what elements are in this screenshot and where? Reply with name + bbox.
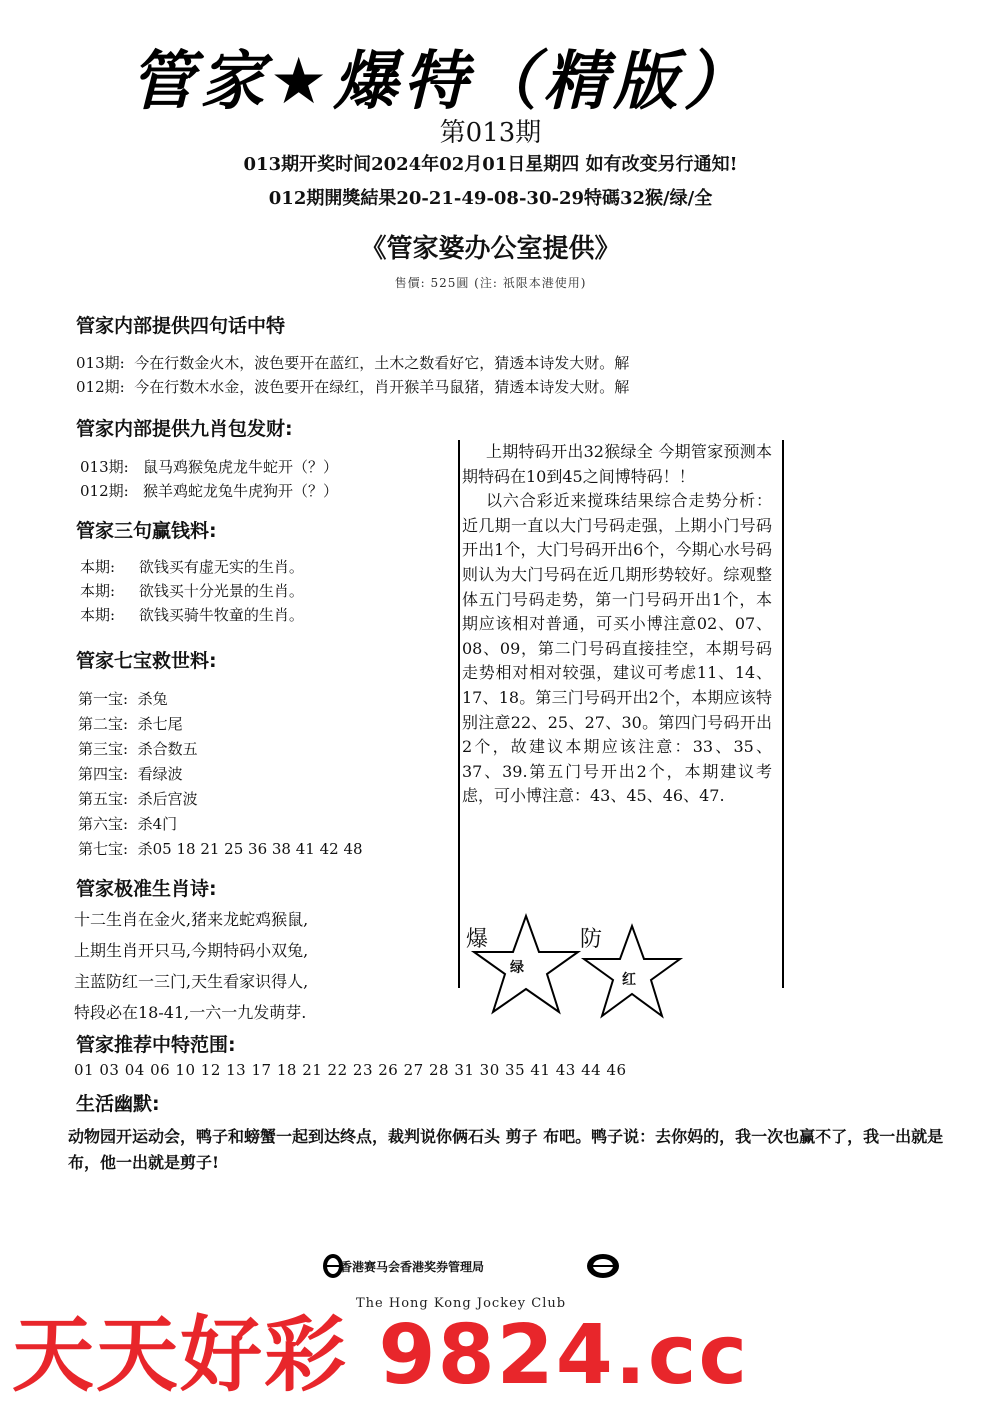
row-label: 第三宝: [78,740,129,758]
list-item [80,580,304,601]
section-heading-humor: 生活幽默: [76,1093,160,1115]
row-text: 杀4门 [137,815,178,833]
section-heading-seven-treasures: 管家七宝救世料: [76,650,217,672]
list-item [78,838,363,859]
section-heading-nine-zodiac: 管家内部提供九肖包发财: [76,418,293,440]
row-label: 012期: [80,482,129,500]
section-heading-four-lines: 管家内部提供四句话中特 [76,315,286,337]
poem-line: 主蓝防红一三门,天生看家识得人, [74,972,309,991]
list-item [78,788,198,809]
row-label: 第六宝: [78,815,129,833]
row-label: 013期: [80,458,129,476]
jockey-club-name-cn: 香港赛马会香港奖券管理局 [340,1260,485,1274]
row-text: 欲钱买有虚无实的生肖。 [138,558,304,576]
row-label: 第二宝: [78,715,129,733]
section-heading-three-lines: 管家三句赢钱料: [76,520,217,542]
provider: 《管家婆办公室提供》 [360,234,621,264]
row-label: 第一宝: [78,690,129,708]
poem-line: 上期生肖开只马,今期特码小双兔, [74,941,309,960]
page-title: 管家★爆特（精版） [130,45,754,119]
list-item [78,813,177,834]
row-label: 012期: [76,378,125,396]
row-text: 今在行数木水金，波色要开在绿红，肖开猴羊马鼠猪，猜透本诗发大财。解 [134,378,630,396]
prediction-paragraph: 上期特码开出32猴绿全 今期管家预测本期特码在10到45之间博特码！！ [462,442,772,486]
star-red-text: 红 [622,972,636,988]
row-label: 本期: [80,558,116,576]
prediction-paragraph: 以六合彩近来搅珠结果综合走势分析：近几期一直以大门号码走强，上期小门号码开出1个，大门号码开出6个，今期心水号码则认为大门号码在近几期形势较好。综观整体五门号码走势，第一门号码开出1个，本期应该相对普通，可买小博注意02、07、08、09，第二门号码直接挂空，本期号码走势相对相对较强，建议可考虑11、14、17、18。第三门号码开出2个，本期应该特别注意22、25、27、30。第四门号码开出2个，故建议本期应该注意：33、35、37、39.第五门号开出2个，本期建议考虑，可小博注意：43、45、46、47. [462,491,772,806]
star-label-guard: 防 [580,927,603,952]
list-item [76,352,629,373]
number-range: 01 03 04 06 10 12 13 17 18 21 22 23 26 27 28 31 30 35 41 43 44 46 [74,1061,627,1079]
section-heading-number-range: 管家推荐中特范围: [76,1034,236,1056]
row-text: 杀后宫波 [137,790,198,808]
jockey-club-logo-icon [586,1252,620,1280]
list-item [80,604,304,625]
humor-text: 动物园开运动会，鸭子和螃蟹一起到达终点，裁判说你俩石头 剪子 布吧。鸭子说：去你妈的，我一次也赢不了，我一出就是布，他一出就是剪子! [68,1127,944,1172]
brand-watermark: 天天好彩 9824.cc [12,1308,750,1403]
star-green-icon [470,912,582,1018]
star-label-boom: 爆 [466,927,489,952]
star-green-text: 绿 [510,960,524,976]
section-heading-zodiac-poem: 管家极准生肖诗: [76,878,217,900]
list-item [80,556,304,577]
row-label: 013期: [76,354,125,372]
last-result: 012期開獎結果20-21-49-08-30-29特碼32猴/绿/全 [268,188,713,209]
jockey-club-name-en: The Hong Kong Jockey Club [356,1296,567,1311]
poem-line: 特段必在18-41,一六一九发萌芽. [74,1003,307,1022]
draw-time: 013期开奖时间2024年02月01日星期四 如有改变另行通知! [243,154,738,175]
row-text: 杀七尾 [137,715,183,733]
list-item [78,688,168,709]
issue-number: 第013期 [439,118,542,148]
list-item [78,763,183,784]
row-text: 杀05 18 21 25 36 38 41 42 48 [137,840,363,858]
row-text: 鼠马鸡猴兔虎龙牛蛇开（？） [143,458,339,476]
poem-line: 十二生肖在金火,猪来龙蛇鸡猴鼠, [74,910,309,929]
list-item [76,376,629,397]
list-item [80,480,338,501]
row-text: 欲钱买十分光景的生肖。 [138,582,304,600]
price-note: 售價: 525圓 (注: 祇限本港使用) [394,276,587,290]
list-item [80,456,338,477]
row-label: 本期: [80,606,116,624]
row-text: 今在行数金火木，波色要开在蓝红，土木之数看好它，猜透本诗发大财。解 [134,354,630,372]
prediction-text [462,440,772,809]
row-label: 第七宝: [78,840,129,858]
row-text: 杀合数五 [137,740,198,758]
list-item [78,713,183,734]
row-label: 本期: [80,582,116,600]
row-text: 猴羊鸡蛇龙兔牛虎狗开（？） [143,482,339,500]
row-text: 看绿波 [137,765,183,783]
row-text: 欲钱买骑牛牧童的生肖。 [138,606,304,624]
list-item [78,738,198,759]
row-label: 第五宝: [78,790,129,808]
row-text: 杀兔 [137,690,168,708]
row-label: 第四宝: [78,765,129,783]
zodiac-poem [74,904,454,1028]
